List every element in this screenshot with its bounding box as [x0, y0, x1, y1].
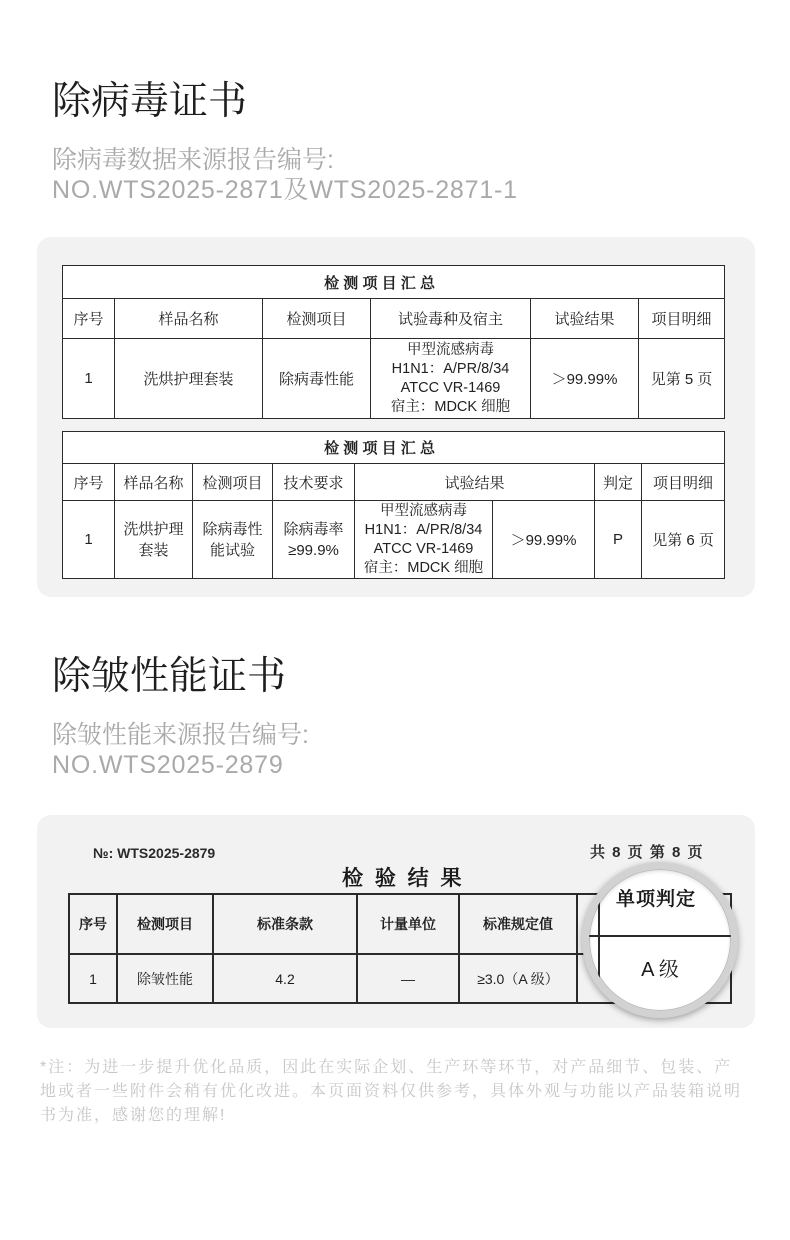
magnifier-lens	[582, 862, 738, 1018]
disclaimer-footnote: *注：为进一步提升优化品质，因此在实际企划、生产环等环节，对产品细节、包装、产地或者一些附件会稍有优化改进。本页面资料仅供参考，具体外观与功能以产品装箱说明书为准，感谢您的理解!	[40, 1059, 743, 1124]
table-2-cell-result: ＞99.99%	[493, 501, 595, 579]
wrinkle-source-number: NO.WTS2025-2879	[52, 751, 284, 779]
strain-line-host: 宿主：MDCK 细胞	[390, 398, 511, 415]
table-2-cell-sample	[115, 501, 193, 579]
requirement-line-1: 除病毒率	[283, 520, 344, 538]
report-cell-no: 1	[69, 954, 117, 1003]
strain-line-atcc: ATCC VR-1469	[373, 540, 474, 557]
report-cell-unit: —	[357, 954, 459, 1003]
table-2-header-test-item: 检测项目	[193, 464, 273, 501]
virus-certificate-title: 除病毒证书	[52, 80, 248, 123]
report-page-info: 共 8 页 第 8 页	[590, 844, 705, 861]
table-2-cell-test-item	[193, 501, 273, 579]
virus-summary-table-2	[62, 431, 725, 579]
report-cell-clause: 4.2	[213, 954, 357, 1003]
table-2-cell-detail: 见第 6 页	[642, 501, 725, 579]
report-header-clause: 标准条款	[213, 894, 357, 954]
sample-line-2: 套装	[138, 541, 169, 559]
table-2-cell-verdict: P	[595, 501, 642, 579]
table-1-header-sample: 样品名称	[115, 299, 263, 339]
report-number: №: WTS2025-2879	[93, 845, 216, 861]
strain-line-virus: 甲型流感病毒	[380, 502, 467, 519]
report-header-no: 序号	[69, 894, 117, 954]
strain-line-atcc: ATCC VR-1469	[400, 379, 501, 396]
virus-source-number: NO.WTS2025-2871及WTS2025-2871-1	[52, 176, 518, 204]
wrinkle-certificate-title: 除皱性能证书	[52, 655, 287, 698]
wrinkle-source-label: 除皱性能来源报告编号:	[52, 721, 309, 749]
lens-row-divider	[589, 935, 731, 937]
table-1-cell-strain-host	[371, 339, 531, 419]
report-header-test-item: 检测项目	[117, 894, 213, 954]
virus-summary-table-1	[62, 265, 725, 419]
strain-line-subtype: H1N1：A/PR/8/34	[364, 521, 483, 538]
table-2-header-result: 试验结果	[355, 464, 595, 501]
table-1-cell-sample: 洗烘护理套装	[115, 339, 263, 419]
wrinkle-report-card	[37, 815, 755, 1028]
test-item-line-2: 能试验	[209, 541, 255, 559]
report-header-unit: 计量单位	[357, 894, 459, 954]
table-1-cell-detail: 见第 5 页	[639, 339, 725, 419]
table-2-header-detail: 项目明细	[642, 464, 725, 501]
table-1-caption: 检 测 项 目 汇 总	[63, 266, 725, 299]
requirement-line-2: ≥99.9%	[288, 541, 339, 559]
virus-source-label: 除病毒数据来源报告编号:	[52, 146, 334, 174]
table-2-caption: 检 测 项 目 汇 总	[63, 432, 725, 464]
strain-line-virus: 甲型流感病毒	[407, 341, 494, 358]
strain-line-subtype: H1N1：A/PR/8/34	[391, 360, 510, 377]
table-1-header-result: 试验结果	[531, 299, 639, 339]
table-1-header-strain-host: 试验毒种及宿主	[371, 299, 531, 339]
virus-report-card	[37, 237, 755, 597]
lens-header-verdict: 单项判定	[615, 889, 696, 910]
table-1-header-no: 序号	[63, 299, 115, 339]
report-cell-test-item: 除皱性能	[117, 954, 213, 1003]
test-item-line-1: 除病毒性	[202, 520, 263, 538]
table-2-cell-strain-host	[355, 501, 493, 579]
strain-line-host: 宿主：MDCK 细胞	[363, 559, 484, 576]
table-1-header-detail: 项目明细	[639, 299, 725, 339]
table-1-cell-test-item: 除病毒性能	[263, 339, 371, 419]
table-1-cell-no: 1	[63, 339, 115, 419]
table-2-header-verdict: 判定	[595, 464, 642, 501]
report-cell-standard-value: ≥3.0（A 级）	[459, 954, 577, 1003]
lens-cell-verdict: A 级	[641, 959, 679, 981]
table-1-cell-result: ＞99.99%	[531, 339, 639, 419]
table-2-cell-no: 1	[63, 501, 115, 579]
sample-line-1: 洗烘护理	[123, 520, 184, 538]
table-2-cell-requirement	[273, 501, 355, 579]
table-1-header-test-item: 检测项目	[263, 299, 371, 339]
table-2-header-no: 序号	[63, 464, 115, 501]
table-2-header-requirement: 技术要求	[273, 464, 355, 501]
table-2-header-sample: 样品名称	[115, 464, 193, 501]
report-header-standard-value: 标准规定值	[459, 894, 577, 954]
report-heading: 检 验 结 果	[342, 867, 465, 890]
